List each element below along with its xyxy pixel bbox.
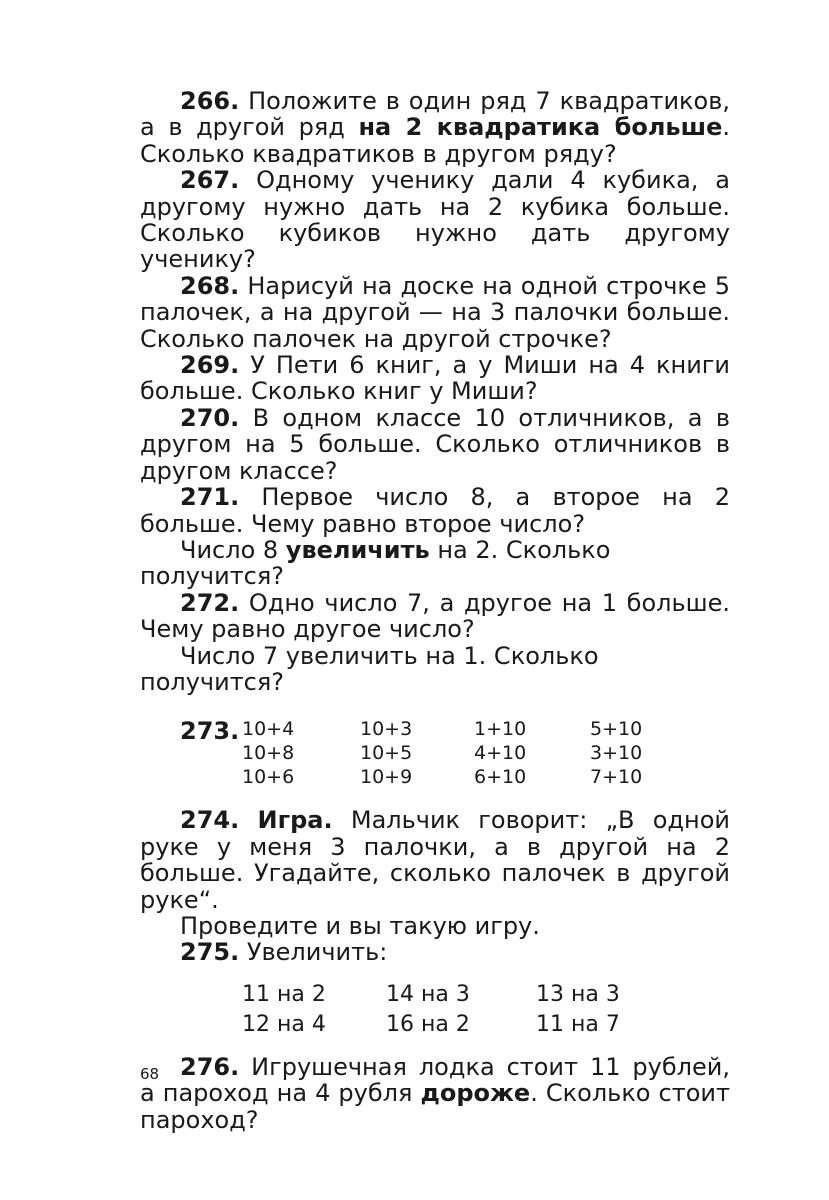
page-number: 68	[140, 1065, 160, 1083]
problem-273-col3: 1+10 4+10 6+10	[474, 718, 527, 789]
problem-275-col2: 14 на 3 16 на 2	[386, 981, 470, 1037]
problem-275-items	[140, 980, 730, 1042]
problem-274-line2: Проведите и вы такую игру.	[180, 911, 540, 940]
problem-273-col4: 5+10 3+10 7+10	[590, 718, 643, 789]
problem-275-col3: 13 на 3 11 на 7	[536, 981, 620, 1037]
page-content	[140, 88, 730, 1133]
problem-276: 276. Игрушечная лодка стоит 11 рублей, а пароход на 4 рубля дороже. Сколько стоит пароход?	[140, 1052, 730, 1134]
problem-267: 267. Одному ученику дали 4 кубика, а другому нужно дать на 2 кубика больше. Сколько кубиков нужно дать другому ученику?	[140, 166, 730, 274]
problem-273-col2: 10+3 10+5 10+9	[360, 718, 413, 789]
problem-272: 272. Одно число 7, а другое на 1 больше. Чему равно другое число?	[140, 588, 730, 644]
problem-274: 274. Игра. Мальчик говорит: „В одной руке у меня 3 палочки, а в другой на 2 больше. Угадайте, сколько палочек в другой руке“.	[140, 806, 730, 914]
problem-272-line2: Число 7 увеличить на 1. Сколько получится?	[140, 641, 599, 696]
problem-266: 266. Положите в один ряд 7 квадратиков, а в другой ряд на 2 квадратика больше. Сколько квадратиков в другом ряду?	[140, 87, 730, 168]
problem-273-number: 273.	[180, 717, 240, 746]
problem-275-col1: 11 на 2 12 на 4	[242, 981, 326, 1037]
problem-271-line2: Число 8 увеличить на 2. Сколько получится?	[140, 535, 611, 591]
problem-273-col1: 10+4 10+8 10+6	[242, 718, 295, 789]
problem-273	[140, 717, 730, 789]
problem-268: 268. Нарисуй на доске на одной строчке 5 палочек, а на другой — на 3 палочки больше. Сколько палочек на другой строчке?	[140, 271, 730, 353]
problem-275: 275. Увеличить:	[180, 938, 388, 967]
problem-270: 270. В одном классе 10 отличников, а в другом на 5 больше. Сколько отличников в другом классе?	[140, 403, 730, 485]
problem-269: 269. У Пети 6 книг, а у Миши на 4 книги больше. Сколько книг у Миши?	[140, 351, 730, 406]
problem-271: 271. Первое число 8, а второе на 2 больше. Чему равно второе число?	[140, 483, 730, 538]
